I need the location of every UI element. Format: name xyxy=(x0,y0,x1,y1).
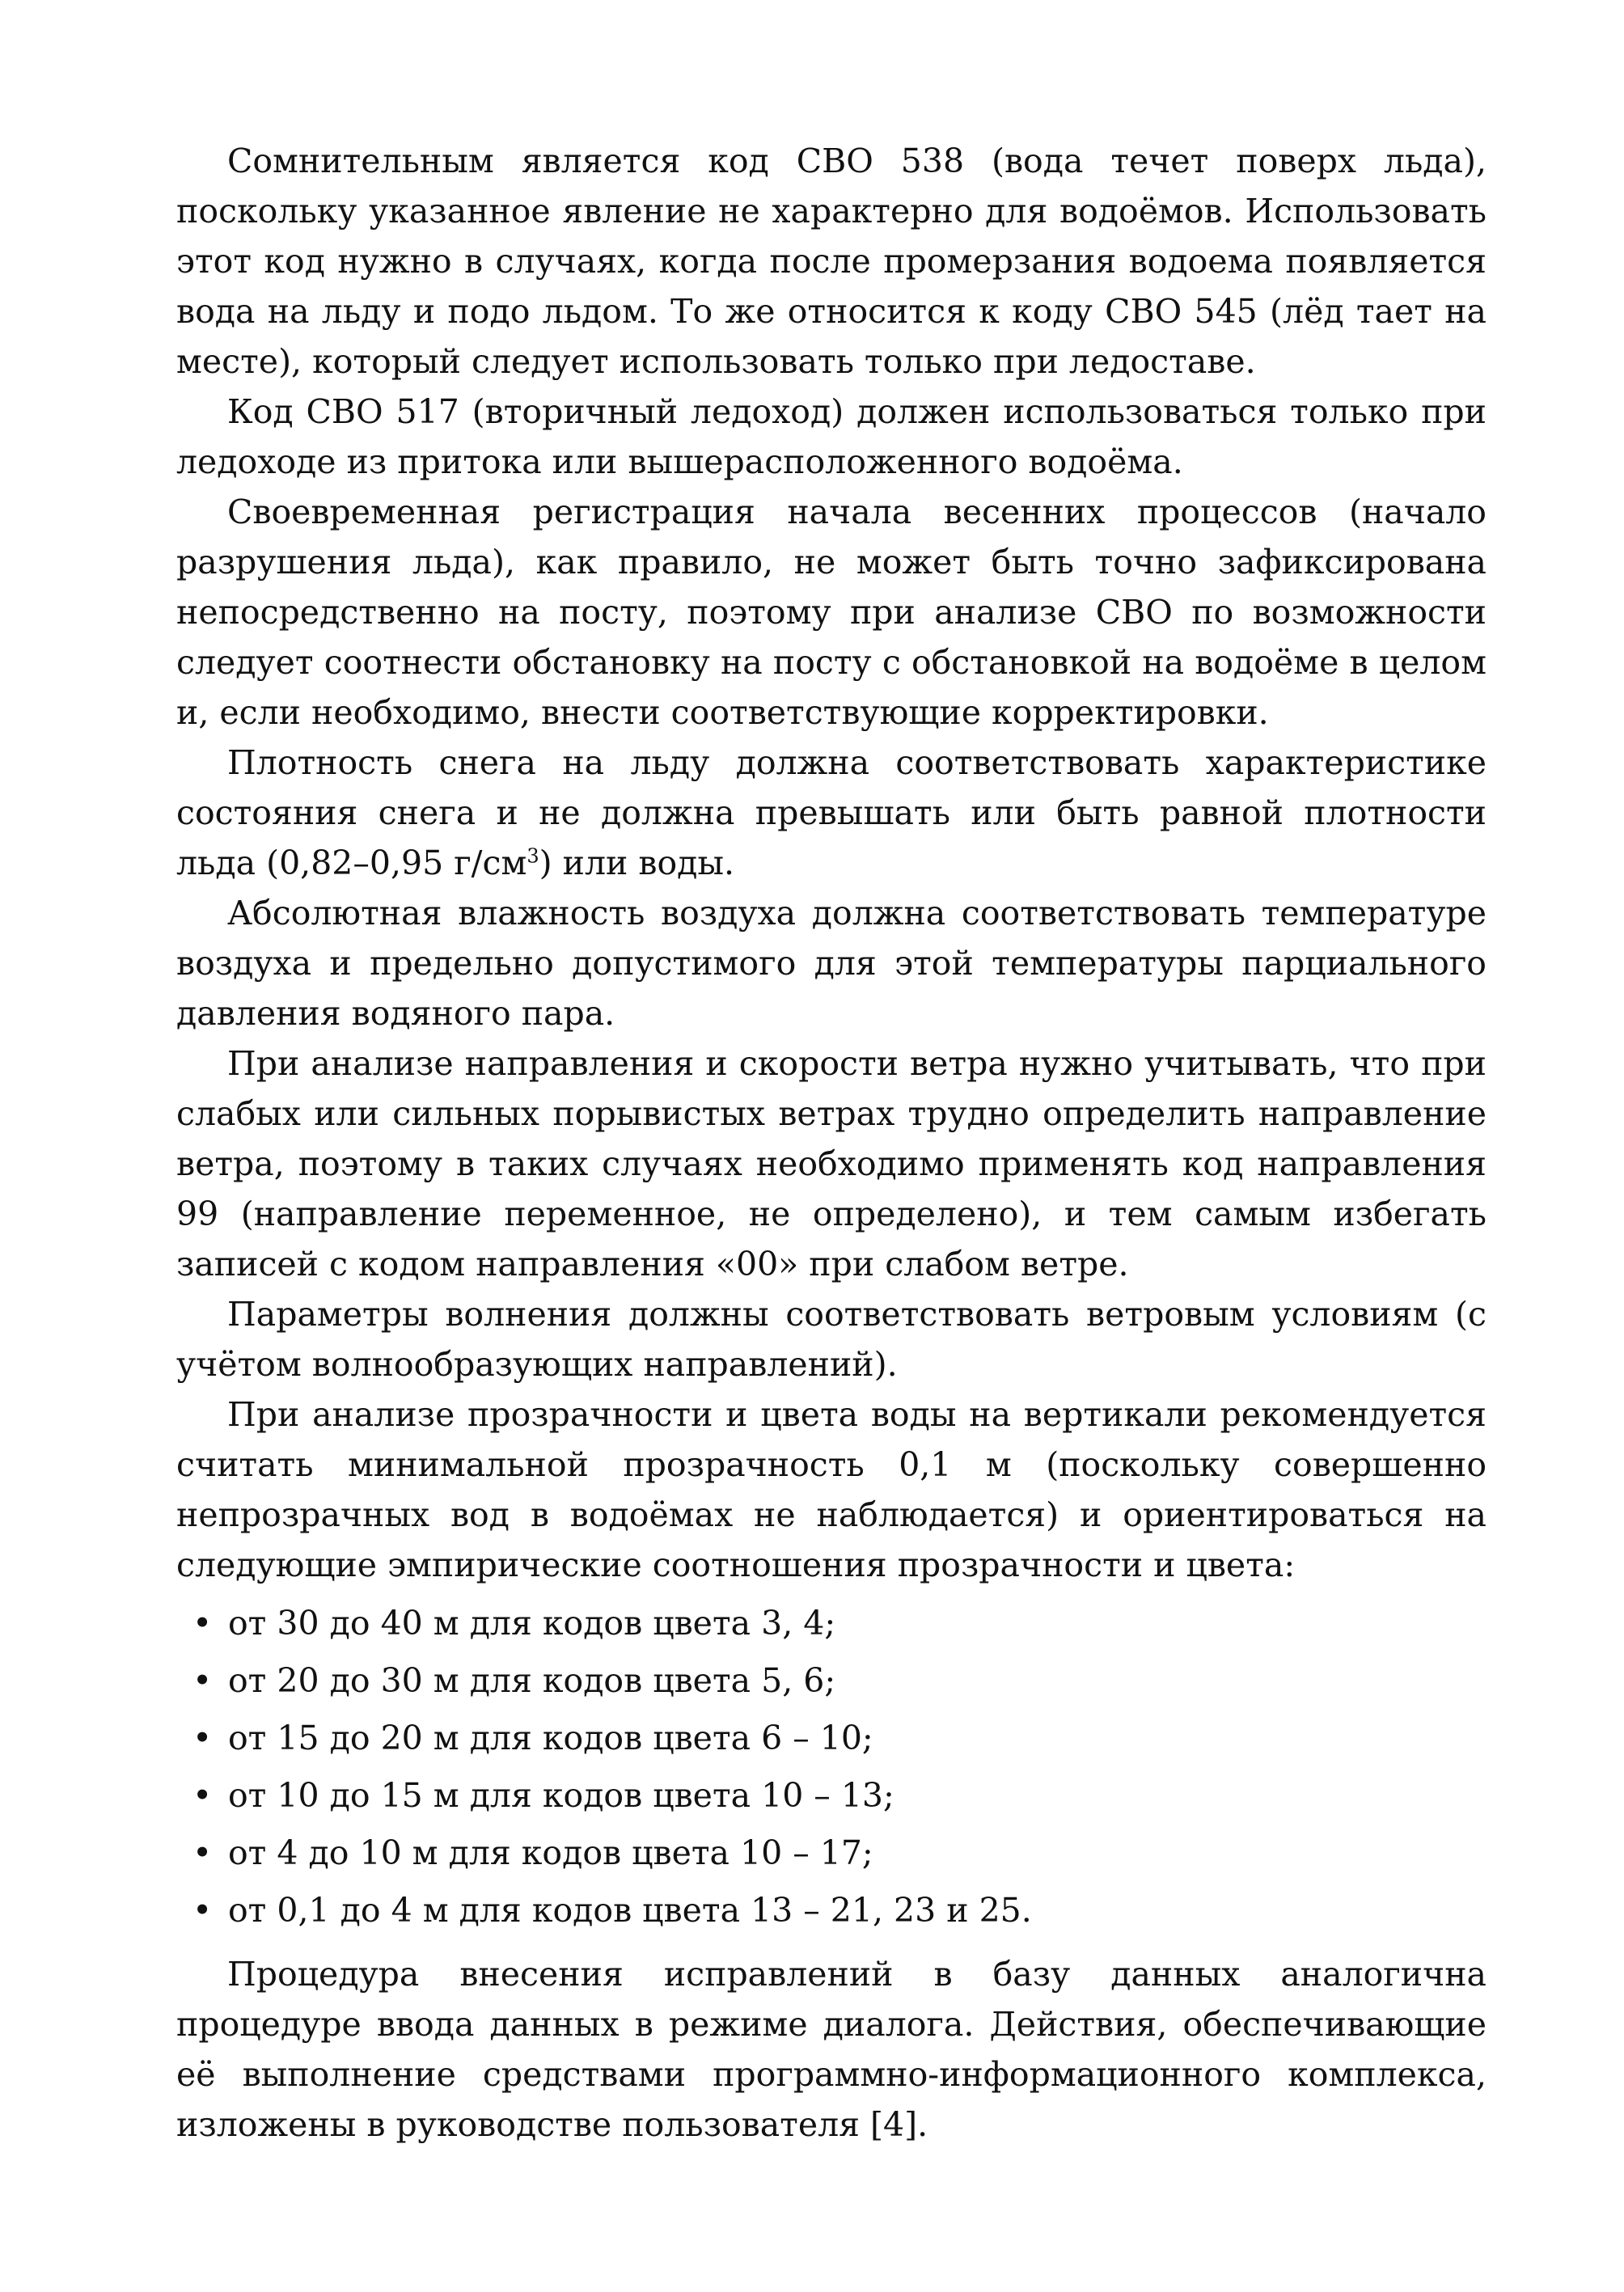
bullet-icon: • xyxy=(192,1719,213,1757)
snow-density-text: Плотность снега на льду должна соответствовать характеристике состояния снега и не должна превышать или быть равной плотности льда (0,82–0,95 г/см xyxy=(176,743,1487,882)
list-item xyxy=(192,1885,1487,1943)
list-item-text: от 10 до 15 м для кодов цвета 10 – 13; xyxy=(228,1776,894,1815)
paragraph-code-538: Сомнительным является код СВО 538 (вода течет поверх льда), поскольку указанное явление не характерно для водоёмов. Использовать этот код нужно в случаях, когда после промерзания водоема появляется вода на льду и подо льдом. То же относится к коду СВО 545 (лёд тает на месте), который следует использовать только при ледоставе. xyxy=(176,142,1487,381)
list-item-text: от 15 до 20 м для кодов цвета 6 – 10; xyxy=(228,1719,873,1757)
list-item-text: от 20 до 30 м для кодов цвета 5, 6; xyxy=(228,1661,836,1700)
paragraph-code-517: Код СВО 517 (вторичный ледоход) должен использоваться только при ледоходе из притока или вышерасположенного водоёма. xyxy=(176,392,1487,481)
bullet-icon: • xyxy=(192,1661,213,1700)
paragraph-spring-processes: Своевременная регистрация начала весенних процессов (начало разрушения льда), как правило, не может быть точно зафиксирована непосредственно на посту, поэтому при анализе СВО по возможности следует соотнести обстановку на посту с обстановкой на водоёме в целом и, если необходимо, внести соответствующие корректировки. xyxy=(176,493,1487,732)
list-item-text: от 30 до 40 м для кодов цвета 3, 4; xyxy=(228,1604,836,1643)
list-item xyxy=(192,1828,1487,1885)
paragraph-waves: Параметры волнения должны соответствовать ветровым условиям (с учётом волнообразующих направлений). xyxy=(176,1295,1487,1384)
snow-density-tail: ) или воды. xyxy=(539,844,735,882)
bullet-list xyxy=(176,1598,1487,1943)
list-item-text: от 0,1 до 4 м для кодов цвета 13 – 21, 23 и 25. xyxy=(228,1891,1032,1930)
list-item xyxy=(192,1770,1487,1828)
paragraph-humidity: Абсолютная влажность воздуха должна соответствовать температуре воздуха и предельно допустимого для этой температуры парциального давления водяного пара. xyxy=(176,894,1487,1033)
bullet-icon: • xyxy=(192,1604,213,1643)
paragraph-snow-density xyxy=(176,738,1487,888)
paragraph-transparency: При анализе прозрачности и цвета воды на вертикали рекомендуется считать минимальной прозрачность 0,1 м (поскольку совершенно непрозрачных вод в водоёмах не наблюдается) и ориентироваться на следующие эмпирические соотношения прозрачности и цвета: xyxy=(176,1395,1487,1584)
bullet-icon: • xyxy=(192,1776,213,1815)
bullet-icon: • xyxy=(192,1833,213,1872)
bullet-icon: • xyxy=(192,1891,213,1930)
list-item xyxy=(192,1656,1487,1713)
paragraph-corrections-procedure: Процедура внесения исправлений в базу данных аналогична процедуре ввода данных в режиме диалога. Действия, обеспечивающие её выполнение средствами программно-информационного комплекса, изложены в руководстве пользователя [4]. xyxy=(176,1955,1487,2144)
list-item xyxy=(192,1713,1487,1770)
document-page xyxy=(176,136,1487,2150)
paragraph-wind: При анализе направления и скорости ветра нужно учитывать, что при слабых или сильных порывистых ветрах трудно определить направление ветра, поэтому в таких случаях необходимо применять код направления 99 (направление переменное, не определено), и тем самым избегать записей с кодом направления «00» при слабом ветре. xyxy=(176,1044,1487,1283)
list-item-text: от 4 до 10 м для кодов цвета 10 – 17; xyxy=(228,1833,873,1872)
list-item xyxy=(192,1598,1487,1656)
superscript: 3 xyxy=(527,844,539,868)
